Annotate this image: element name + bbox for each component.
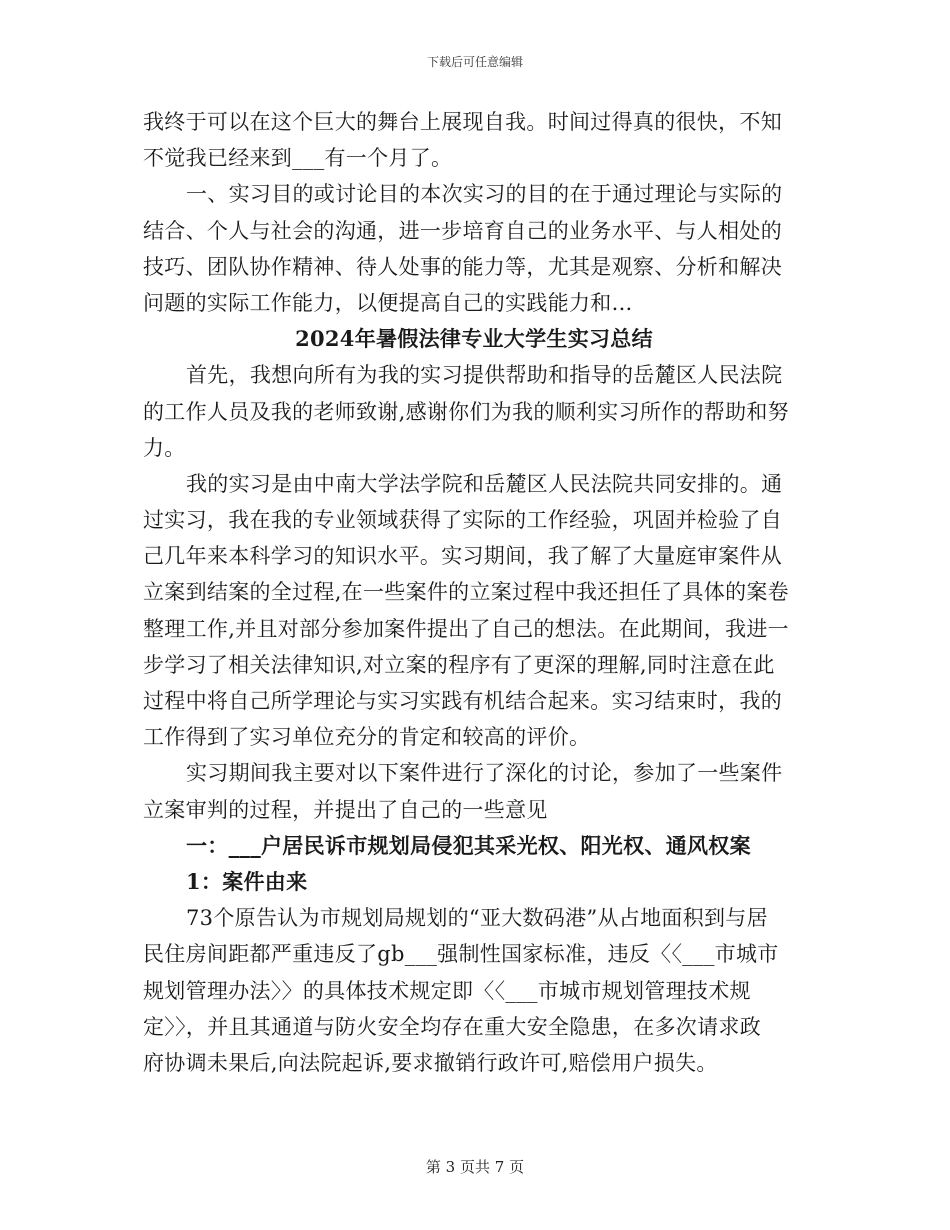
- case-heading: 一：___户居民诉市规划局侵犯其采光权、阳光权、通风权案: [186, 832, 751, 858]
- body-line: 结合、个人与社会的沟通，进一步培育自己的业务水平、与人相处的: [143, 218, 782, 243]
- body-line: 府协调未果后,向法院起诉,要求撤销行政许可,赔偿用户损失。: [143, 1050, 718, 1075]
- body-line: 我的实习是由中南大学法学院和岳麓区人民法院共同安排的。通: [186, 471, 783, 496]
- body-line: 首先，我想向所有为我的实习提供帮助和指导的岳麓区人民法院: [186, 363, 783, 388]
- body-line: 过实习，我在我的专业领域获得了实际的工作经验，巩固并检验了自: [143, 508, 782, 533]
- body-line: 实习期间我主要对以下案件进行了深化的讨论，参加了一些案件: [186, 761, 783, 786]
- body-line: 力。: [143, 435, 186, 460]
- document-body: [143, 104, 805, 1081]
- section-title: 2024年暑假法律专业大学生实习总结: [295, 326, 653, 352]
- body-line: 步学习了相关法律知识,对立案的程序有了更深的理解,同时注意在此: [143, 652, 775, 677]
- body-line: 不觉我已经来到___有一个月了。: [143, 146, 453, 171]
- body-line: 我终于可以在这个巨大的舞台上展现自我。时间过得真的很快，不知: [143, 110, 782, 134]
- subsection-heading: 1：案件由来: [186, 868, 308, 894]
- body-line: 的工作人员及我的老师致谢,感谢你们为我的顺利实习所作的帮助和努: [143, 399, 789, 424]
- body-line: 整理工作,并且对部分参加案件提出了自己的想法。在此期间，我进一: [143, 616, 789, 641]
- body-line: 问题的实际工作能力，以便提高自己的实践能力和...: [143, 290, 633, 315]
- body-line: 技巧、团队协作精神、待人处事的能力等，尤其是观察、分析和解决: [143, 254, 782, 279]
- body-line: 73个原告认为市规划局规划的“亚大数码港”从占地面积到与居: [186, 906, 768, 931]
- body-line: 规划管理办法〉〉的具体技术规定即〈〈___市城市规划管理技术规: [143, 978, 751, 1003]
- page-number: 第 3 页共 7 页: [425, 1158, 525, 1176]
- body-line: 一、实习目的或讨论目的本次实习的目的在于通过理论与实际的: [186, 182, 783, 207]
- body-line: 立案审判的过程，并提出了自己的一些意见: [143, 797, 548, 822]
- body-line: 定〉〉，并且其通道与防火安全均存在重大安全隐患，在多次请求政: [143, 1014, 761, 1039]
- body-line: 工作得到了实习单位充分的肯定和较高的评价。: [143, 725, 591, 750]
- page-header: 下载后可任意编辑: [426, 55, 523, 69]
- body-line: 民住房间距都严重违反了gb___强制性国家标准，违反〈〈___市城市: [143, 942, 779, 967]
- body-line: 立案到结案的全过程,在一些案件的立案过程中我还担任了具体的案卷: [143, 580, 789, 605]
- body-line: 过程中将自己所学理论与实习实践有机结合起来。实习结束时，我的: [143, 689, 782, 713]
- body-line: 己几年来本科学习的知识水平。实习期间，我了解了大量庭审案件从: [143, 544, 782, 569]
